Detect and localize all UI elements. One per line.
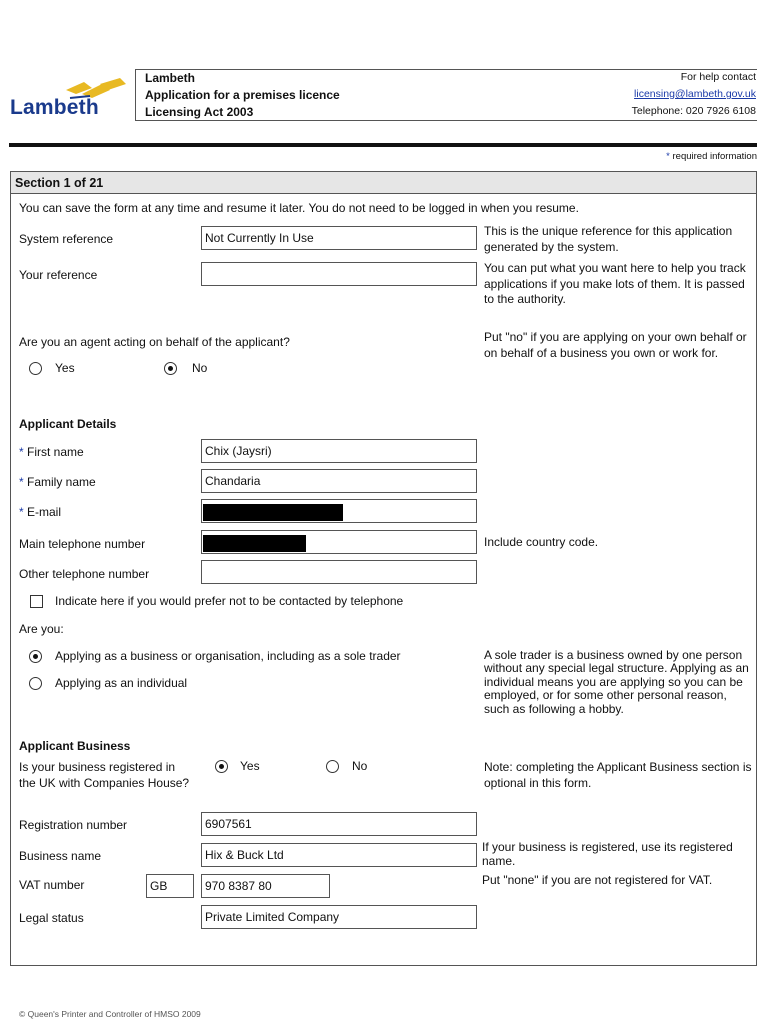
section-title-bar [11, 172, 756, 194]
first-name-label [19, 445, 84, 459]
system-reference-label: System reference [19, 232, 114, 246]
legal-status-label: Legal status [19, 911, 84, 925]
help-contact-label: For help contact [680, 71, 756, 83]
legal-status-field[interactable]: Private Limited Company [201, 905, 477, 929]
email-label-text: E-mail [27, 505, 62, 519]
business-radio[interactable] [29, 650, 42, 663]
main-phone-redaction [203, 535, 306, 552]
header-form-title: Application for a premises licence [145, 88, 340, 102]
agent-no-label: No [192, 361, 208, 375]
agent-question: Are you an agent acting on behalf of the applicant? [19, 335, 290, 349]
your-reference-label: Your reference [19, 268, 98, 282]
agent-no-radio[interactable] [164, 362, 177, 375]
business-option-label: Applying as a business or organisation, including as a sole trader [55, 649, 401, 663]
header-act: Licensing Act 2003 [145, 105, 254, 119]
email-redaction [203, 504, 343, 521]
agent-yes-radio[interactable] [29, 362, 42, 375]
first-name-field[interactable]: Chix (Jaysri) [201, 439, 477, 463]
registration-number-label: Registration number [19, 818, 128, 832]
your-reference-field[interactable] [201, 262, 477, 286]
individual-radio[interactable] [29, 677, 42, 690]
vat-number-field[interactable]: 970 8387 80 [201, 874, 330, 898]
first-name-label-text: First name [27, 445, 84, 459]
agent-yes-label: Yes [55, 361, 75, 375]
business-name-field[interactable]: Hix & Buck Ltd [201, 843, 477, 867]
system-reference-field[interactable]: Not Currently In Use [201, 226, 477, 250]
other-phone-field[interactable] [201, 560, 477, 584]
main-phone-label: Main telephone number [19, 537, 146, 551]
required-star: * [666, 151, 670, 162]
header-rule [9, 143, 757, 147]
are-you-help: A sole trader is a business owned by one person without any special legal structure. Applying as an individual means you are applying so you can be employed, or for some other personal reason, such as following a hobby. [484, 648, 749, 716]
are-you-label: Are you: [19, 622, 64, 636]
individual-option-label: Applying as an individual [55, 676, 188, 690]
section-title: Section 1 of 21 [15, 176, 104, 190]
system-reference-help: This is the unique reference for this application generated by the system. [484, 224, 733, 254]
main-phone-help: Include country code. [484, 535, 599, 549]
registered-no-radio[interactable] [326, 760, 339, 773]
registered-question: Is your business registered in the UK with Companies House? [19, 760, 190, 790]
lambeth-logo-text: Lambeth [10, 96, 99, 119]
family-name-label-text: Family name [27, 475, 96, 489]
required-star: * [19, 445, 24, 459]
vat-prefix-field[interactable]: GB [146, 874, 194, 898]
registered-yes-label: Yes [240, 759, 260, 773]
email-label [19, 505, 61, 519]
header-org: Lambeth [145, 71, 196, 85]
registered-yes-radio[interactable] [215, 760, 228, 773]
required-star: * [19, 475, 24, 489]
business-name-help: If your business is registered, use its registered name. [482, 840, 733, 868]
business-name-label: Business name [19, 849, 102, 863]
applicant-business-heading: Applicant Business [19, 739, 131, 753]
required-star: * [19, 505, 24, 519]
vat-help: Put "none" if you are not registered for VAT. [482, 873, 713, 887]
family-name-field[interactable]: Chandaria [201, 469, 477, 493]
copyright-footer: © Queen's Printer and Controller of HMSO 2009 [19, 1009, 201, 1019]
registered-no-label: No [352, 759, 368, 773]
no-phone-contact-checkbox[interactable] [30, 595, 43, 608]
vat-number-label: VAT number [19, 878, 85, 892]
required-note-text: required information [672, 151, 757, 162]
registration-number-field[interactable]: 6907561 [201, 812, 477, 836]
business-note: Note: completing the Applicant Business section is optional in this form. [484, 760, 752, 790]
help-phone: Telephone: 020 7926 6108 [631, 105, 756, 117]
no-phone-contact-label: Indicate here if you would prefer not to be contacted by telephone [55, 594, 404, 608]
applicant-details-heading: Applicant Details [19, 417, 117, 431]
help-email-link[interactable]: licensing@lambeth.gov.uk [634, 88, 756, 100]
required-note [666, 151, 757, 162]
other-phone-label: Other telephone number [19, 567, 150, 581]
your-reference-help: You can put what you want here to help you track applications if you make lots of them. It is passed to the authority. [484, 261, 746, 306]
family-name-label [19, 475, 96, 489]
agent-help: Put "no" if you are applying on your own behalf or on behalf of a business you own or work for. [484, 330, 747, 360]
section-intro: You can save the form at any time and resume it later. You do not need to be logged in when you resume. [19, 201, 579, 215]
